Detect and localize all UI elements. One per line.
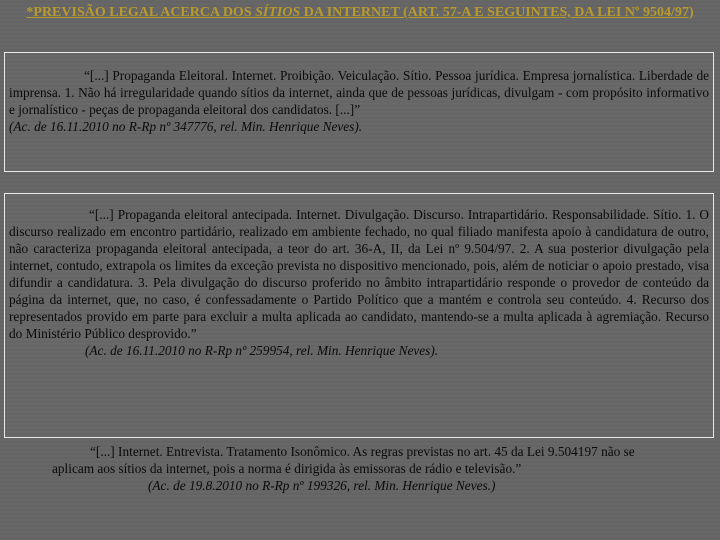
quote-box-2 bbox=[4, 193, 714, 438]
heading-text-start: *PREVISÃO LEGAL ACERCA DOS bbox=[26, 5, 256, 20]
quote-text-1: “[...] Propaganda Eleitoral. Internet. Proibição. Veiculação. Sítio. Pessoa jurídica. Empresa jornalística. Liberdade de imprensa. 1. Não há irregularidade quando sítios da internet, ainda que de pessoas jurídicas, divulgam - com propósito informativo e jornalístico - peças de propaganda eleitoral dos candidatos. [...]” bbox=[9, 68, 709, 117]
quote-block-3 bbox=[52, 443, 672, 494]
heading-text-end: DA INTERNET (ART. 57-A E SEGUINTES, DA LEI Nº 9504/97) bbox=[300, 5, 694, 20]
heading-text-italic: SÍTIOS bbox=[255, 5, 301, 20]
quote-text-2: “[...] Propaganda eleitoral antecipada. Internet. Divulgação. Discurso. Intrapartidário. Responsabilidade. Sítio. 1. O discurso realizado em encontro partidário, realizado em ambiente fechado, no qual filiado manifesta apoio à candidatura de outro, não caracteriza propaganda eleitoral antecipada, a teor do art. 36-A, II, da Lei nº 9.504/97. 2. A sua posterior divulgação pela internet, contudo, extrapola os limites da exceção prevista no dispositivo mencionado, pois, além de noticiar o apoio prestado, visa difundir a candidatura. 3. Pela divulgação do discurso proferido no âmbito intrapartidário responde o provedor de conteúdo da página da internet, que, no caso, é confessadamente o Partido Político que a mantém e controla seu conteúdo. 4. Recurso dos representados provido em parte para excluir a multa aplicada ao candidato, mantendo-se a multa aplicada à agremiação. Recurso do Ministério Público desprovido.” bbox=[9, 207, 709, 341]
quote-box-1 bbox=[4, 52, 714, 172]
quote-text-3: “[...] Internet. Entrevista. Tratamento Isonômico. As regras previstas no art. 45 da Lei 9.504197 não se aplicam aos sítios da internet, pois a norma é dirigida às emissoras de rádio e televisão.” bbox=[52, 444, 635, 476]
quote-citation-1: (Ac. de 16.11.2010 no R-Rp nº 347776, rel. Min. Henrique Neves). bbox=[9, 119, 363, 134]
quote-citation-2: (Ac. de 16.11.2010 no R-Rp nº 259954, rel. Min. Henrique Neves). bbox=[85, 343, 439, 358]
slide-heading bbox=[8, 4, 712, 21]
quote-citation-3: (Ac. de 19.8.2010 no R-Rp nº 199326, rel. Min. Henrique Neves.) bbox=[148, 478, 496, 493]
